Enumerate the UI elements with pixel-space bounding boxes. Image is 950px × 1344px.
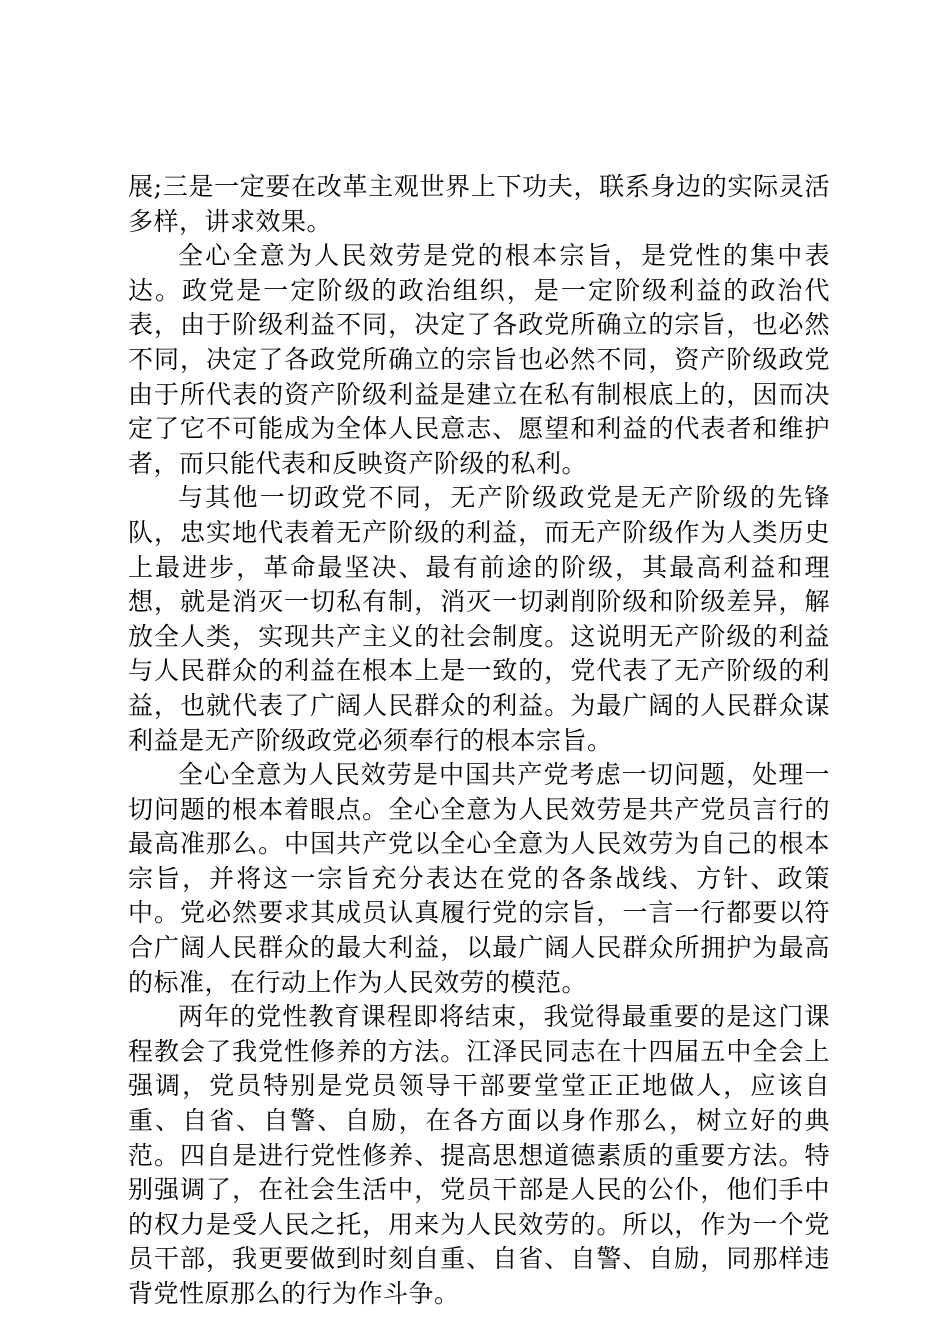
paragraph-serve-people: 全心全意为人民效劳是中国共产党考虑一切问题，处理一切问题的根本着眼点。全心全意为人民效劳是共产党员言行的最高准那么。中国共产党以全心全意为人民效劳为自己的根本宗旨，并将这一宗旨充分表达在党的各条战线、方针、政策中。党必然要求其成员认真履行党的宗旨，一言一行都要以符合广阔人民群众的最大利益，以最广阔人民群众所拥护为最高的标准，在行动上作为人民效劳的模范。 [128, 760, 830, 997]
body-text [128, 170, 830, 1312]
paragraph-party-purpose: 全心全意为人民效劳是党的根本宗旨，是党性的集中表达。政党是一定阶级的政治组织，是一定阶级利益的政治代表，由于阶级利益不同，决定了各政党所确立的宗旨，也必然不同，决定了各政党所确立的宗旨也必然不同，资产阶级政党由于所代表的资产阶级利益是建立在私有制根底上的，因而决定了它不可能成为全体人民意志、愿望和利益的代表者和维护者，而只能代表和反映资产阶级的私利。 [128, 241, 830, 478]
paragraph-continuation: 展;三是一定要在改革主观世界上下功夫，联系身边的实际灵活多样，讲求效果。 [128, 172, 830, 236]
paragraph-proletarian-party: 与其他一切政党不同，无产阶级政党是无产阶级的先锋队，忠实地代表着无产阶级的利益，而无产阶级作为人类历史上最进步，革命最坚决、最有前途的阶级，其最高利益和理想，就是消灭一切私有制，消灭一切剥削阶级和阶级差异，解放全人类，实现共产主义的社会制度。这说明无产阶级的利益与人民群众的利益在根本上是一致的，党代表了无产阶级的利益，也就代表了广阔人民群众的利益。为最广阔的人民群众谋利益是无产阶级政党必须奉行的根本宗旨。 [128, 483, 830, 755]
paragraph-party-education: 两年的党性教育课程即将结束，我觉得最重要的是这门课程教会了我党性修养的方法。江泽民同志在十四届五中全会上强调，党员特别是党员领导干部要堂堂正正地做人，应该自重、自省、自警、自励，在各方面以身作那么，树立好的典范。四自是进行党性修养、提高思想道德素质的重要方法。特别强调了，在社会生活中，党员干部是人民的公仆，他们手中的权力是受人民之托，用来为人民效劳的。所以，作为一个党员干部，我更要做到时刻自重、自省、自警、自励，同那样违背党性原那么的行为作斗争。 [128, 1002, 830, 1308]
